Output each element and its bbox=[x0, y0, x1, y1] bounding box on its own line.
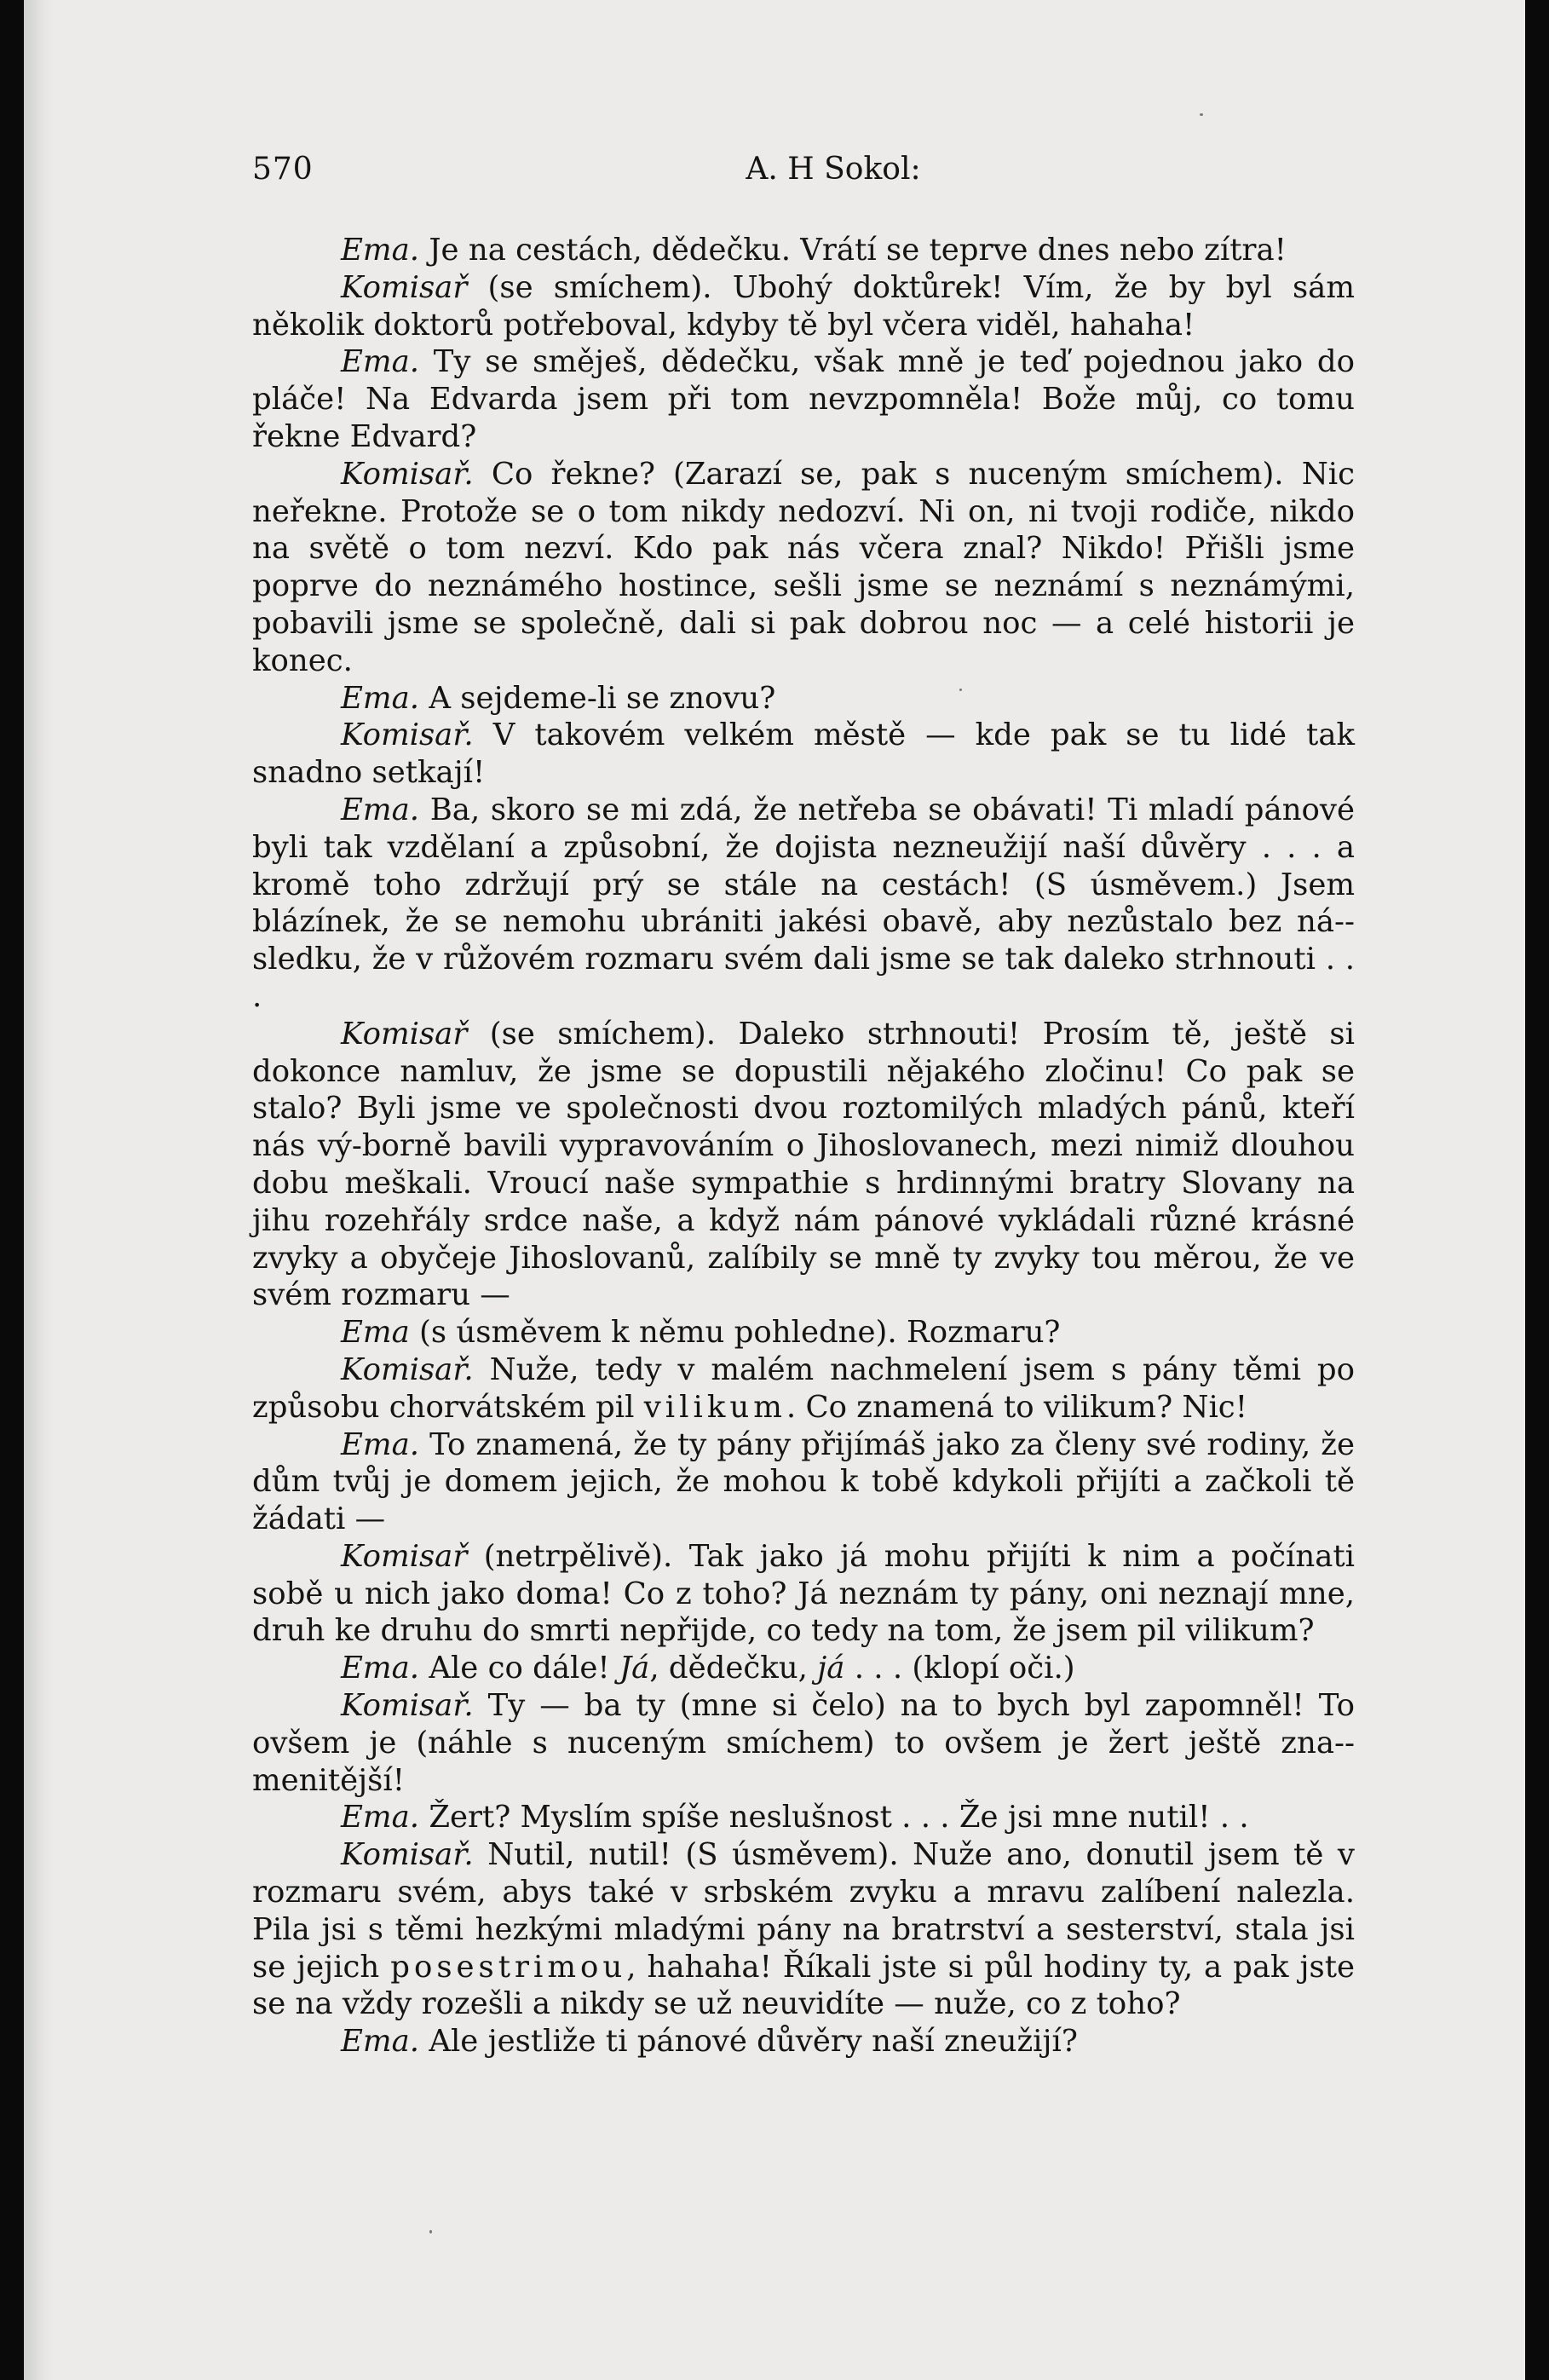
speaker-name: Ema bbox=[341, 1315, 410, 1351]
speech: Žert? Myslím spíše neslušnost . . . Že jsi mne nutil! . . bbox=[419, 1800, 1249, 1835]
speech: Ty — ba ty (mne si čelo) na to bych byl zapomněl! To ovšem je (náhle s nuceným smíchem) to ovšem je žert ještě zna-menitější! bbox=[252, 1688, 1355, 1798]
emphasis: Já bbox=[619, 1651, 650, 1686]
spaced-word: posestrimou bbox=[390, 1949, 627, 1985]
book-page bbox=[24, 0, 1525, 2380]
speaker-name: Komisař. bbox=[341, 717, 474, 753]
paper-speck bbox=[959, 689, 962, 691]
paragraph bbox=[252, 2023, 1355, 2060]
speech: , dědečku, bbox=[649, 1651, 818, 1686]
page-number: 570 bbox=[252, 152, 314, 187]
speech: (se smíchem). Ubohý doktůrek! Vím, že by byl sám několik doktorů potřeboval, kdyby tě byl včera viděl, hahaha! bbox=[252, 269, 1355, 343]
speaker-name: Ema. bbox=[341, 233, 420, 268]
speech: To znamená, že ty pány přijímáš jako za členy své rodiny, že dům tvůj je domem jejich, že mohou k tobě kdykoli přijíti a začkoli tě žádati — bbox=[252, 1426, 1355, 1537]
speaker-name: Komisař. bbox=[341, 1688, 474, 1724]
paragraph bbox=[252, 792, 1355, 1016]
speech: Nutil, nutil! (S úsměvem). Nuže ano, donutil jsem tě v rozmaru svém, abys také v srbském zvyku a mravu zalíbení nalezla. Pila jsi s těmi hezkými mladými pány na bratrství a sesterství, stala jsi se jejich bbox=[252, 1837, 1355, 1985]
emphasis: já bbox=[817, 1651, 845, 1686]
speech: Co řekne? (Zarazí se, pak s nuceným smíchem). Nic neřekne. Protože se o tom nikdy nedozví. Ni on, ni tvoji rodiče, nikdo na světě o tom nezví. Kdo pak nás včera znal? Nikdo! Přišli jsme poprve do neznámého hostince, sešli jsme se neznámí s neznámými, pobavili jsme se společně, dali si pak dobrou noc — a celé historii je konec. bbox=[252, 456, 1355, 678]
paragraph bbox=[252, 1538, 1355, 1650]
speaker-name: Ema. bbox=[341, 2024, 420, 2060]
speaker-name: Ema. bbox=[341, 1426, 420, 1462]
speech: (s úsměvem k němu pohledne). Rozmaru? bbox=[409, 1315, 1061, 1351]
running-title: A. H Sokol: bbox=[746, 152, 921, 187]
speech: . . . (klopí oči.) bbox=[844, 1651, 1075, 1686]
paragraph bbox=[252, 232, 1355, 269]
speaker-name: Komisař. bbox=[341, 456, 474, 492]
paragraph bbox=[252, 1016, 1355, 1314]
paragraph bbox=[252, 717, 1355, 792]
speaker-name: Komisař bbox=[341, 1538, 468, 1574]
paragraph bbox=[252, 343, 1355, 455]
speaker-name: Komisař bbox=[341, 269, 468, 305]
speech: Je na cestách, dědečku. Vrátí se teprve dnes nebo zítra! bbox=[419, 233, 1287, 268]
running-header bbox=[252, 152, 1355, 194]
speech: Nuže, tedy v malém nachmelení jsem s pány těmi po způsobu chorvátském pil bbox=[252, 1351, 1355, 1425]
speaker-name: Ema. bbox=[341, 1651, 420, 1686]
binding-edge bbox=[24, 0, 53, 2380]
paragraph bbox=[252, 1799, 1355, 1836]
paragraph bbox=[252, 680, 1355, 717]
speech: (netrpělivě). Tak jako já mohu přijíti k nim a počínati sobě u nich jako doma! Co z toho? Já neznám ty pány, oni neznají mne, druh ke druhu do smrti nepřijde, co tedy na tom, že jsem pil vilikum? bbox=[252, 1538, 1355, 1649]
paragraph bbox=[252, 1836, 1355, 2023]
speaker-name: Ema. bbox=[341, 792, 420, 827]
speech: A sejdeme-li se znovu? bbox=[419, 680, 776, 716]
speaker-name: Ema. bbox=[341, 1800, 420, 1835]
speaker-name: Ema. bbox=[341, 344, 420, 380]
speech: . Co znamená to vilikum? Nic! bbox=[786, 1389, 1247, 1425]
speech: , hahaha! Říkali jste si půl hodiny ty, a pak jste se na vždy rozešli a nikdy se už neuvidíte — nuže, co z toho? bbox=[252, 1949, 1355, 2022]
paragraph bbox=[252, 269, 1355, 344]
speech: Ale jestliže ti pánové důvěry naší zneužijí? bbox=[419, 2024, 1078, 2060]
dialogue-text bbox=[252, 232, 1355, 2060]
paragraph bbox=[252, 1314, 1355, 1351]
paper-speck bbox=[1200, 113, 1203, 116]
paragraph bbox=[252, 456, 1355, 680]
speech: Ty se směješ, dědečku, však mně je teď pojednou jako do pláče! Na Edvarda jsem při tom nevzpomněla! Bože můj, co tomu řekne Edvard? bbox=[252, 344, 1355, 454]
paper-speck bbox=[429, 2230, 432, 2233]
speaker-name: Komisař. bbox=[341, 1351, 474, 1387]
spaced-word: vilikum bbox=[643, 1389, 786, 1425]
speaker-name: Ema. bbox=[341, 680, 420, 716]
speech: Ba, skoro se mi zdá, že netřeba se obávati! Ti mladí pánové byli tak vzdělaní a způsobní, že dojista nezneužijí naší důvěry . . . a kromě toho zdržují prý se stále na cestách! (S úsměvem.) Jsem blázínek, že se nemohu ubrániti jakési obavě, aby nezůstalo bez ná-sledku, že v růžovém rozmaru svém dali jsme se tak daleko strhnouti . . . bbox=[252, 792, 1355, 1014]
speech: (se smíchem). Daleko strhnouti! Prosím tě, ještě si dokonce namluv, že jsme se dopustili nějakého zločinu! Co pak se stalo? Byli jsme ve společnosti dvou roztomilých mladých pánů, kteří nás vý-borně bavili vypravováním o Jihoslovanech, mezi nimiž dlouhou dobu meškali. Vroucí naše sympathie s hrdinnými bratry Slovany na jihu rozehřály srdce naše, a když nám pánové vykládali různé krásné zvyky a obyčeje Jihoslovanů, zalíbily se mně ty zvyky tou měrou, že ve svém rozmaru — bbox=[252, 1016, 1355, 1313]
speaker-name: Komisař bbox=[341, 1016, 468, 1052]
paragraph bbox=[252, 1650, 1355, 1687]
speaker-name: Komisař. bbox=[341, 1837, 474, 1873]
paragraph bbox=[252, 1426, 1355, 1538]
speech: Ale co dále! bbox=[419, 1651, 619, 1686]
paragraph bbox=[252, 1351, 1355, 1426]
speech: V takovém velkém městě — kde pak se tu lidé tak snadno setkají! bbox=[252, 717, 1355, 791]
paragraph bbox=[252, 1687, 1355, 1799]
